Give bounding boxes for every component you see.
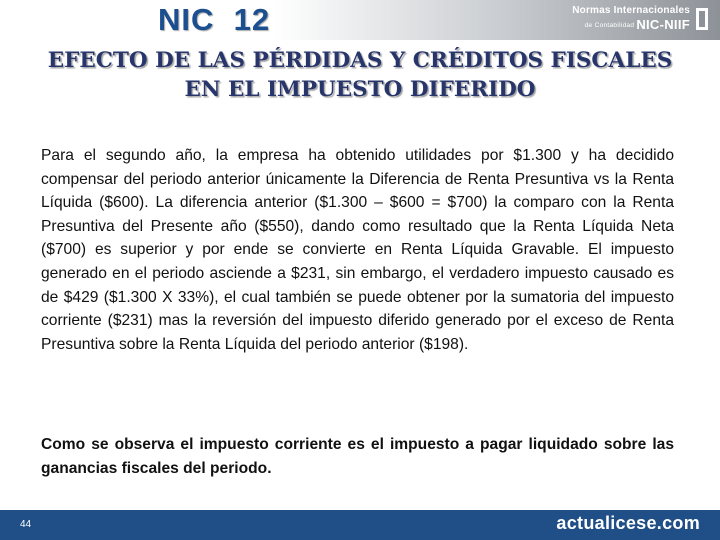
page-number: 44	[20, 519, 32, 530]
logo-line-2	[585, 17, 690, 32]
nic-niif-logo	[550, 5, 708, 35]
logo-line-2-main: NIC-NIIF	[636, 17, 690, 32]
footer-brand: actualicese.com	[556, 513, 700, 533]
slide-heading	[0, 46, 720, 104]
body-paragraph: Para el segundo año, la empresa ha obtenido utilidades por $1.300 y ha decidido compensar del periodo anterior únicamente la Diferencia de Renta Presuntiva vs la Renta Líquida ($600). La diferencia anterior ($1.300 – $600 = $700) la comparo con la Renta Presuntiva del Presente año ($550), dando como resultado que la Renta Líquida Neta ($700) es superior y por ende se convierte en Renta Líquida Gravable. El impuesto generado en el periodo asciende a $231, sin embargo, el verdadero impuesto causado es de $429 ($1.300 X 33%), el cual también se puede obtener por la sumatoria del impuesto corriente ($231) mas la reversión del impuesto diferido generado por el exceso de Renta Presuntiva sobre la Renta Líquida del periodo anterior ($198).	[41, 147, 674, 353]
slide-heading-line-2: EN EL IMPUESTO DIFERIDO	[184, 77, 536, 102]
footer-bar	[0, 510, 720, 540]
slide-heading-line-1: EFECTO DE LAS PÉRDIDAS Y CRÉDITOS FISCALES	[47, 48, 673, 73]
logo-mark-icon	[696, 8, 708, 30]
logo-line-2-small: de Contabilidad	[584, 22, 635, 29]
conclusion-paragraph: Como se observa el impuesto corriente es el impuesto a pagar liquidado sobre las ganancias fiscales del periodo.	[41, 436, 674, 477]
nic-title: NIC 12	[158, 2, 271, 37]
logo-line-1: Normas Internacionales	[572, 5, 690, 16]
